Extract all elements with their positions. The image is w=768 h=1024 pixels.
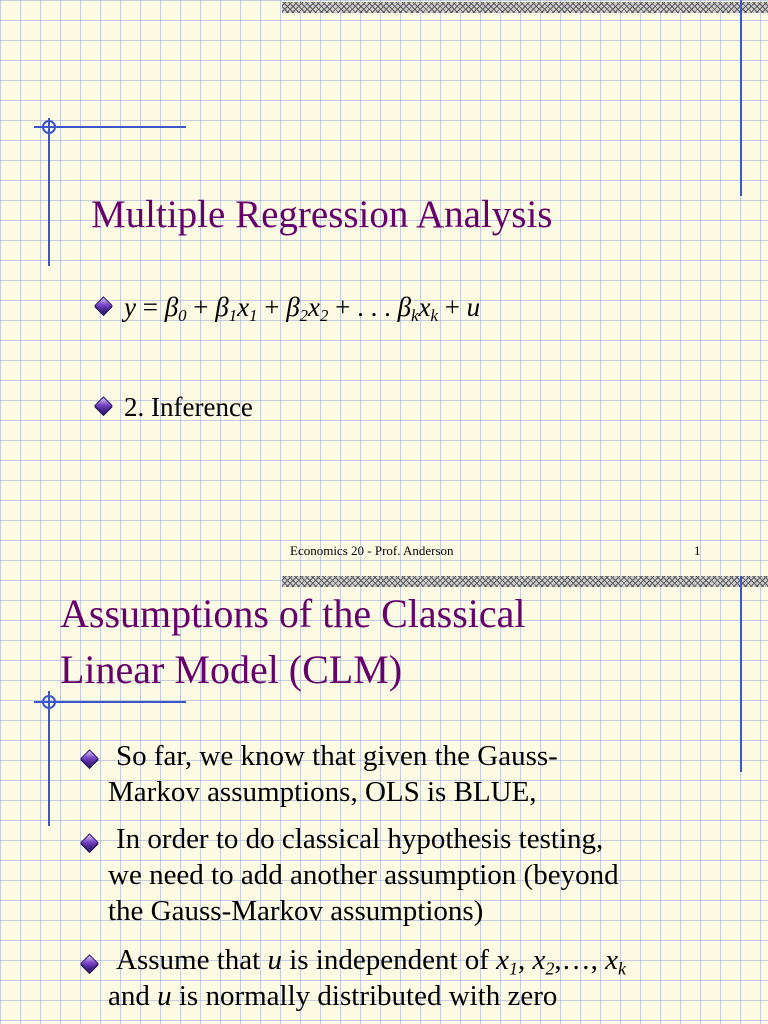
slide-2-title-line-1: Assumptions of the Classical (60, 591, 526, 636)
top-hatch-bar (282, 2, 768, 13)
footer-page-number: 1 (694, 543, 701, 558)
bullet-1-line-2: Markov assumptions, OLS is BLUE, (108, 776, 537, 808)
slide-1-title: Multiple Regression Analysis (91, 193, 553, 236)
diamond-bullet-icon (80, 749, 98, 767)
title-horizontal-rule (34, 701, 186, 703)
bullet-2-line-3: the Gauss-Markov assumptions) (108, 895, 484, 927)
right-vertical-rule (740, 0, 742, 196)
crosshair-icon (42, 695, 56, 709)
diamond-bullet-icon (94, 296, 112, 314)
bullet-2-line-2: we need to add another assumption (beyond (108, 859, 619, 891)
slide-2-title-line-2: Linear Model (CLM) (60, 647, 403, 692)
bullet-1-line-1: So far, we know that given the Gauss- (116, 740, 558, 772)
bullet-inference: 2. Inference (124, 392, 253, 422)
diamond-bullet-icon (80, 833, 98, 851)
diamond-bullet-icon (80, 954, 98, 972)
slide-2 (0, 576, 768, 1024)
right-vertical-rule (740, 576, 742, 772)
bullet-3-line-2: and u is normally distributed with zero (108, 980, 558, 1012)
crosshair-icon (42, 120, 56, 134)
regression-equation: $y = \beta_0 + \beta_1x_1 + \beta_2x_2$ + . . . $\beta_kx_k + u$ (124, 292, 481, 326)
title-horizontal-rule (34, 126, 186, 128)
bullet-3-line-1: Assume that u is independent of $x_1$, $x_2,\dots$, $x_k$ (116, 944, 626, 979)
top-hatch-bar (282, 576, 768, 587)
bullet-2-line-1: In order to do classical hypothesis testing, (116, 823, 604, 855)
left-vertical-rule (48, 118, 50, 266)
diamond-bullet-icon (94, 396, 112, 414)
footer-course: Economics 20 - Prof. Anderson (290, 543, 454, 558)
left-vertical-rule (48, 691, 50, 826)
